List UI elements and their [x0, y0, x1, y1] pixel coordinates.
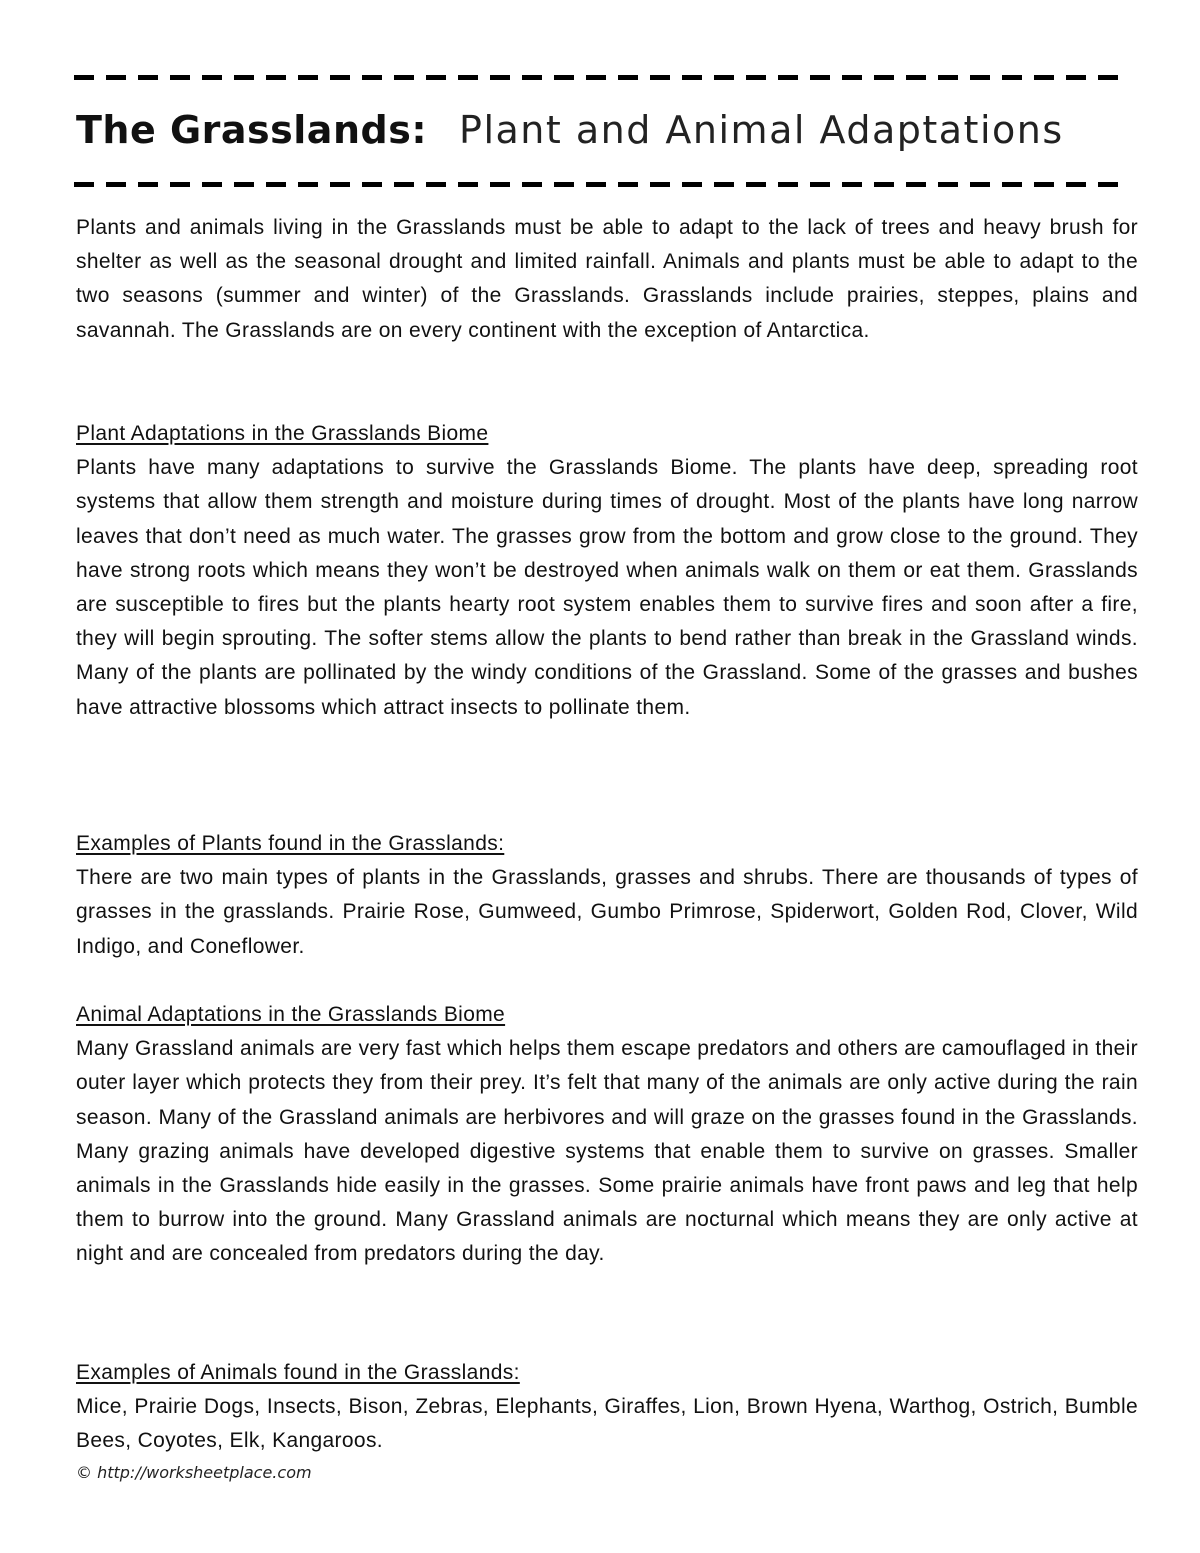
title-main: The Grasslands:: [76, 108, 428, 152]
page-title: [76, 100, 1136, 160]
animal-examples-text: Mice, Prairie Dogs, Insects, Bison, Zebras, Elephants, Giraffes, Lion, Brown Hyena, Warthog, Ostrich, Bumble Bees, Coyotes, Elk, Kangaroos.: [76, 1395, 1138, 1453]
bottom-dashed-divider: [74, 182, 1130, 187]
animal-adaptations-section: [76, 998, 1138, 1272]
plant-examples-text: There are two main types of plants in the Grasslands, grasses and shrubs. There are thousands of types of grasses in the grasslands. Prairie Rose, Gumweed, Gumbo Primrose, Spiderwort, Golden Rod, Clover, Wild Indigo, and Coneflower.: [76, 866, 1138, 958]
copyright-footer: © http://worksheetplace.com: [76, 1463, 312, 1482]
title-subtitle: Plant and Animal Adaptations: [459, 108, 1064, 152]
plant-adaptations-section: [76, 417, 1138, 725]
plant-adaptations-heading: Plant Adaptations in the Grasslands Biome: [76, 422, 489, 445]
plant-examples-heading: Examples of Plants found in the Grasslands:: [76, 832, 505, 855]
animal-adaptations-heading: Animal Adaptations in the Grasslands Biome: [76, 1003, 506, 1026]
top-dashed-divider: [74, 75, 1130, 80]
plant-examples-section: [76, 827, 1138, 964]
animal-examples-heading: Examples of Animals found in the Grasslands:: [76, 1361, 520, 1384]
animal-adaptations-text: Many Grassland animals are very fast which helps them escape predators and others are camouflaged in their outer layer which protects they from their prey. It’s felt that many of the animals are only active during the rain season. Many of the Grassland animals are herbivores and will graze on the grasses found in the Grasslands. Many grazing animals have developed digestive systems that enable them to survive on grasses. Smaller animals in the Grasslands hide easily in the grasses. Some prairie animals have front paws and leg that help them to burrow into the ground. Many Grassland animals are nocturnal which means they are only active at night and are concealed from predators during the day.: [76, 1037, 1138, 1266]
plant-adaptations-text: Plants have many adaptations to survive the Grasslands Biome. The plants have deep, spreading root systems that allow them strength and moisture during times of drought. Most of the plants have long narrow leaves that don’t need as much water. The grasses grow from the bottom and grow close to the ground. They have strong roots which means they won’t be destroyed when animals walk on them or eat them. Grasslands are susceptible to fires but the plants hearty root system enables them to survive fires and soon after a fire, they will begin sprouting. The softer stems allow the plants to bend rather than break in the Grassland winds. Many of the plants are pollinated by the windy conditions of the Grassland. Some of the grasses and bushes have attractive blossoms which attract insects to pollinate them.: [76, 456, 1138, 719]
animal-examples-section: [76, 1356, 1138, 1459]
intro-paragraph: Plants and animals living in the Grasslands must be able to adapt to the lack of trees and heavy brush for shelter as well as the seasonal drought and limited rainfall. Animals and plants must be able to adapt to the two seasons (summer and winter) of the Grasslands. Grasslands include prairies, steppes, plains and savannah. The Grasslands are on every continent with the exception of Antarctica.: [76, 216, 1138, 342]
